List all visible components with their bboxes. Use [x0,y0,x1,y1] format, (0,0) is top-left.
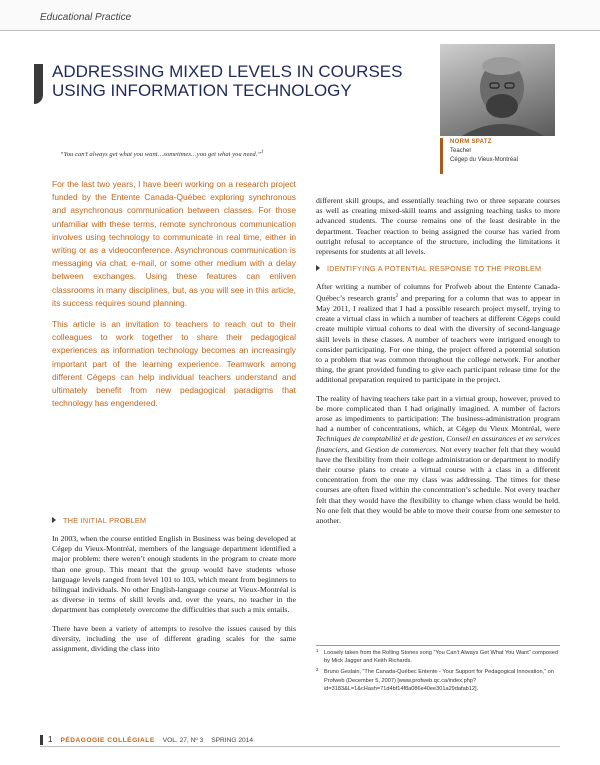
section-heading-potential-response: IDENTIFYING A POTENTIAL RESPONSE TO THE PROBLEM [316,264,541,273]
body-paragraph: There have been a variety of attempts to resolve the issues caused by this diversity, including the use of different grading scales for the same assignment, dividing the class into [52,623,296,654]
epigraph [60,150,350,158]
epigraph-text: “You can’t always get what you want…sometimes…you get what you need.” [60,151,262,159]
column-left-body [52,534,296,662]
section-tag: Educational Practice [40,12,132,23]
author-photo-icon [440,44,555,136]
page-number: 1 [48,735,53,744]
footer-rule [40,746,560,747]
journal-name: PÉDAGOGIE COLLÉGIALE [60,737,155,744]
article-title: ADDRESSING MIXED LEVELS IN COURSES USING INFORMATION TECHNOLOGY [52,62,403,100]
author-role: Teacher [450,148,472,154]
volume-info: VOL. 27, Nº 3 [162,737,204,744]
body-paragraph: The reality of having teachers take part in a virtual group, however, proved to be more complicated than I had originally imagined. A number of factors arose as impediments to participation: The business-administration program had a number of concentrations, which, at Cégep du Vieux Montréal, were Techniques de comptabilité et de gestion, Conseil en assurances et en services financiers, and Gestion de commerces. Not every teacher felt that they would have the flexibility from their college administration or department to modify their course plans to create a virtual course with a class in a different concentration from the one my class was addressing. The times for these courses are often fixed within the concentration’s schedule. Not every teacher felt that they would have the flexibility to change when class would be held. No one felt that they would be able to move their course from one semester to another. [316,393,561,526]
column-right-top [316,196,560,265]
body-paragraph: different skill groups, and essentially teaching two or three separate courses as well as creating mixed-skill teams and assigning teaching tasks to more advanced students. The course remains one of the least desirable in the department. Teacher reaction to being assigned the course has varied from outright refusal to acceptance of the structure, including the limitations it represents for students at all levels. [316,196,560,257]
author-name: NORM SPATZ [450,139,492,145]
footnote: 2 Bruno Geslain, “The Canada-Québec Entente - Your Support for Pedagogical Innovation,” on Profweb (December 5, 2007) [www.profweb.qc.ca/index.php?id=3183&L=1&cHash=71d4bf14f8a086e40ee301a29dafab12]. [316,667,554,692]
footer [48,735,253,744]
header-rule [0,30,600,31]
issue-info: SPRING 2014 [211,737,254,744]
section-heading-initial-problem: THE INITIAL PROBLEM [52,516,146,525]
intro [52,178,296,418]
column-right-body [316,282,560,534]
author-block [450,138,518,165]
epigraph-footnote-ref: 1 [261,150,264,155]
body-paragraph: After writing a number of columns for Profweb about the Entente Canada-Québec’s research grants$^2$ and preparing for a column that was to appear in May 2011, I realized that I had a possible research project myself, trying to create a virtual class in which a number of teachers at different Cégeps could create multiple virtual cohorts to deal with the diversity of second-language skill levels in these classes. A number of teachers were intrigued enough to consider participating. For one thing, the project offered a potential solution to a problem that was common throughout the college network. For another thing, the grant provided funding to give each participant release time for the additional preparation required to participate in the project. [316,282,560,385]
author-accent-bar [440,138,443,174]
footnote-ref: 2 [395,294,399,300]
intro-paragraph: For the last two years, I have been working on a research project funded by the Entente Canada-Québec exploring synchronous and asynchronous communication between classes. For those unfamiliar with these terms, remote synchronous communication involves using technology to communicate in real time, either in writing or as a videoconference. Asynchronous communication is messaging via chat, e-mail, or some other medium with a delay between exchanges. Using these features can enliven classrooms in many disciplines, but, as you will see in this article, its success requires sound planning. [52,179,296,308]
author-affiliation: Cégep du Vieux-Montréal [450,157,518,163]
title-marker-icon [34,64,43,104]
footnotes [316,649,560,696]
footer-marker-icon [40,735,43,745]
intro-paragraph: This article is an invitation to teachers to reach out to their colleagues to work together to share their pedagogical experiences as information technology becomes an increasingly important part of the learning experience. Teamwork among different Cégeps can help individual teachers understand and ultimately benefit from new pedagogical paradigms that technology has engendered. [52,319,296,409]
subhead-triangle-icon [52,517,56,523]
subhead-triangle-icon [316,265,320,271]
body-paragraph: In 2003, when the course entitled English in Business was being developed at Cégep du Vieux-Montréal, members of the language department identified a major problem: there weren’t enough students in the program to create more than one group. This meant that the group would have students whose language levels ranged from level 101 to 103, which meant from beginners to bilingual individuals. No other English-language course at Vieux-Montréal is as diverse in terms of skill levels and, over the years, no teacher in the department has completely overcome the difficulties that such a mix entails. [52,534,296,615]
footnote: 1 Loosely taken from the Rolling Stones song “You Can’t Always Get What You Want” composed by Mick Jagger and Keith Richards. [316,648,559,665]
footnote-rule [316,645,560,646]
